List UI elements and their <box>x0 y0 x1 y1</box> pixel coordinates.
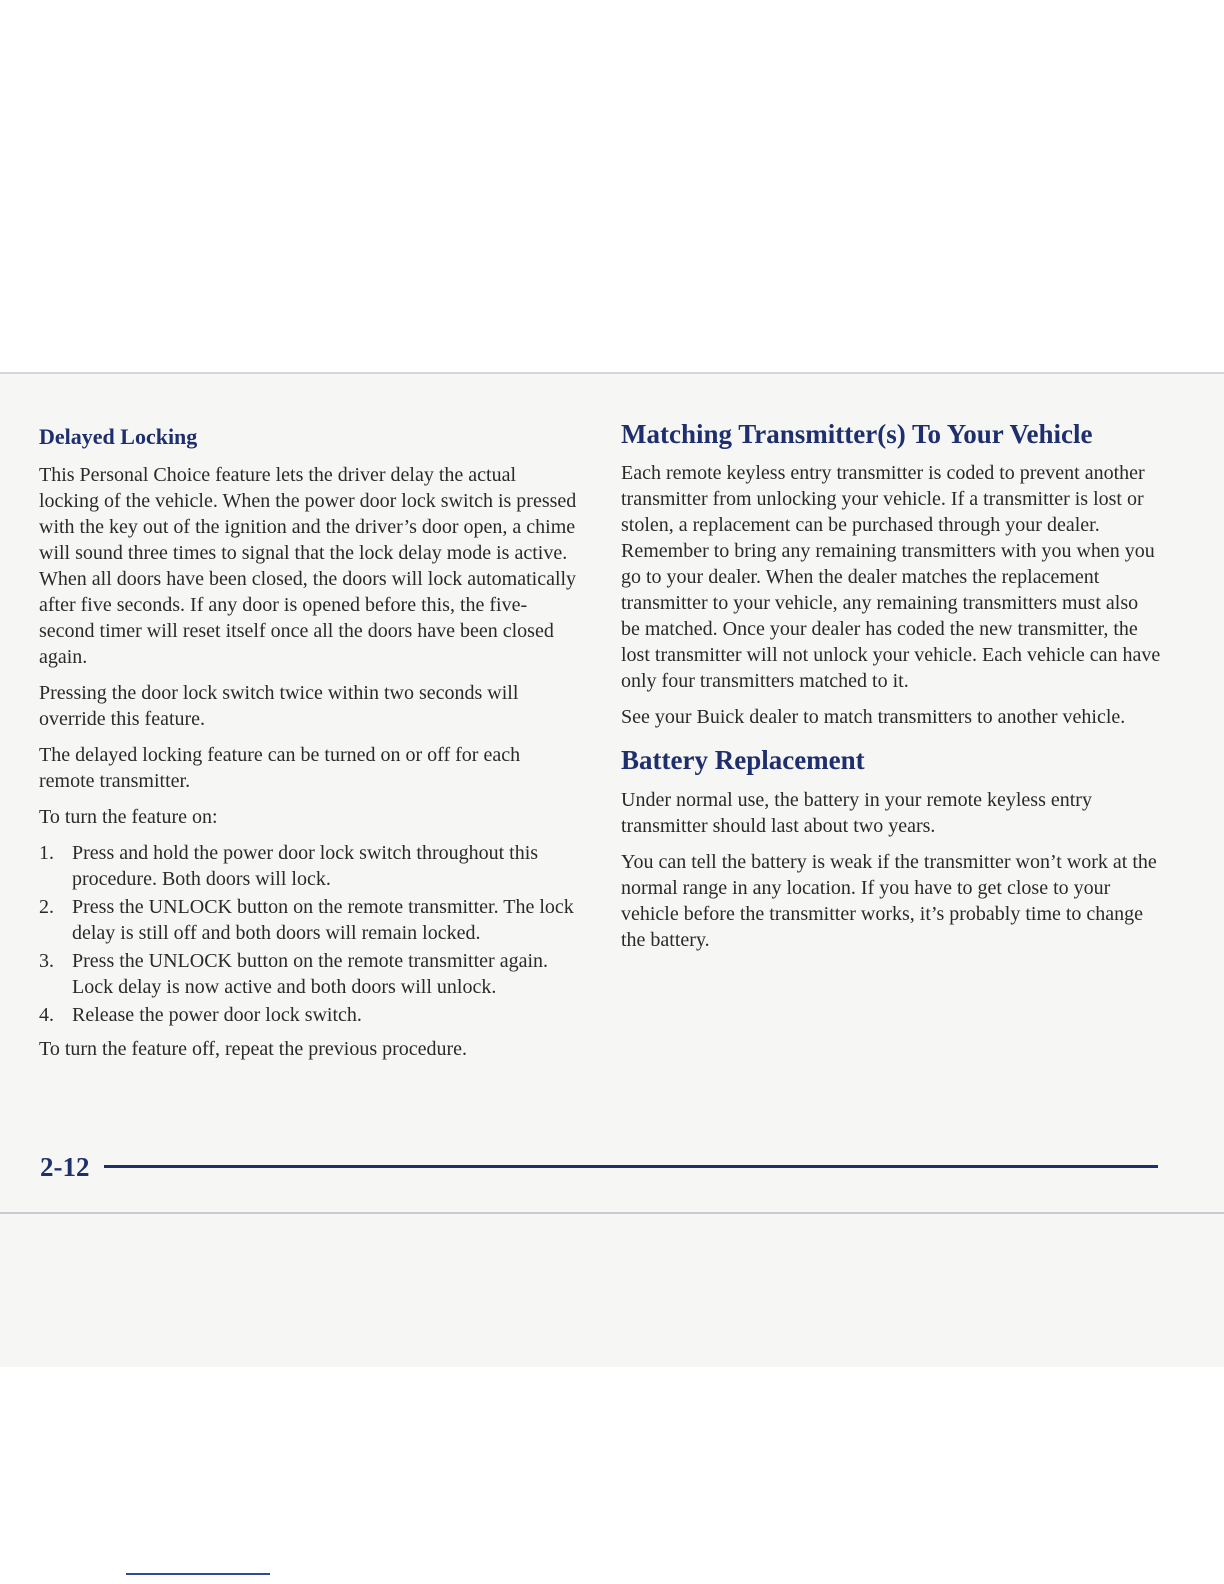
battery-replacement-heading: Battery Replacement <box>621 745 865 776</box>
band-top-rule <box>0 372 1224 374</box>
battery-life-paragraph: Under normal use, the battery in your remote keyless entry transmitter should last about two years. <box>621 788 1092 837</box>
step-number: 2. <box>39 896 54 919</box>
override-paragraph: Pressing the door lock switch twice within two seconds will override this feature. <box>39 682 519 731</box>
battery-weak-paragraph: You can tell the battery is weak if the transmitter won’t work at the normal range in any location. If you have to get close to your vehicle before the transmitter works, it’s probably time to change the battery. <box>621 850 1157 951</box>
step-number: 4. <box>39 1004 54 1027</box>
turn-on-intro: To turn the feature on: <box>39 806 218 829</box>
step-item <box>39 1002 579 1028</box>
page-footer <box>40 1149 1158 1185</box>
page-number: 2-12 <box>40 1152 90 1182</box>
turn-off-paragraph: To turn the feature off, repeat the previous procedure. <box>39 1038 468 1061</box>
band-bottom-rule <box>0 1212 1224 1214</box>
delayed-locking-paragraph: This Personal Choice feature lets the driver delay the actual locking of the vehicle. When the power door lock switch is pressed with the key out of the ignition and the driver’s door open, a chime will sound three times to signal that the lock delay mode is active. When all doors have been closed, the doors will lock automatically after five seconds. If any door is opened before this, the five-second timer will reset itself once all the doors have been closed again. <box>39 464 577 669</box>
step-text: Press the UNLOCK button on the remote transmitter. The lock delay is still off and both doors will remain locked. <box>72 896 574 945</box>
matching-transmitters-heading: Matching Transmitter(s) To Your Vehicle <box>621 419 1093 449</box>
step-text: Press the UNLOCK button on the remote transmitter again. Lock delay is now active and both doors will unlock. <box>72 950 549 999</box>
step-item <box>39 840 579 892</box>
matching-paragraph: Each remote keyless entry transmitter is coded to prevent another transmitter from unlocking your vehicle. If a transmitter is lost or stolen, a replacement can be purchased through your dealer. Remember to bring any remaining transmitters with you when you go to your dealer. When the dealer matches the replacement transmitter to your vehicle, any remaining transmitters must also be matched. Once your dealer has coded the new transmitter, the lost transmitter will not unlock your vehicle. Each vehicle can have only four transmitters matched to it. <box>621 462 1161 693</box>
toggle-paragraph: The delayed locking feature can be turned on or off for each remote transmitter. <box>39 744 521 793</box>
step-item <box>39 894 579 946</box>
procedure-steps <box>39 840 579 1028</box>
step-number: 1. <box>39 842 54 865</box>
step-item <box>39 948 579 1000</box>
buick-dealer-paragraph: See your Buick dealer to match transmitters to another vehicle. <box>621 706 1126 729</box>
bottom-stub-rule <box>126 1573 270 1575</box>
left-column <box>39 418 579 1072</box>
right-column <box>621 418 1161 963</box>
footer-rule <box>104 1165 1158 1168</box>
delayed-locking-subheading: Delayed Locking <box>39 424 198 449</box>
step-text: Release the power door lock switch. <box>72 1004 362 1027</box>
step-number: 3. <box>39 950 54 973</box>
step-text: Press and hold the power door lock switch throughout this procedure. Both doors will lock. <box>72 842 539 891</box>
